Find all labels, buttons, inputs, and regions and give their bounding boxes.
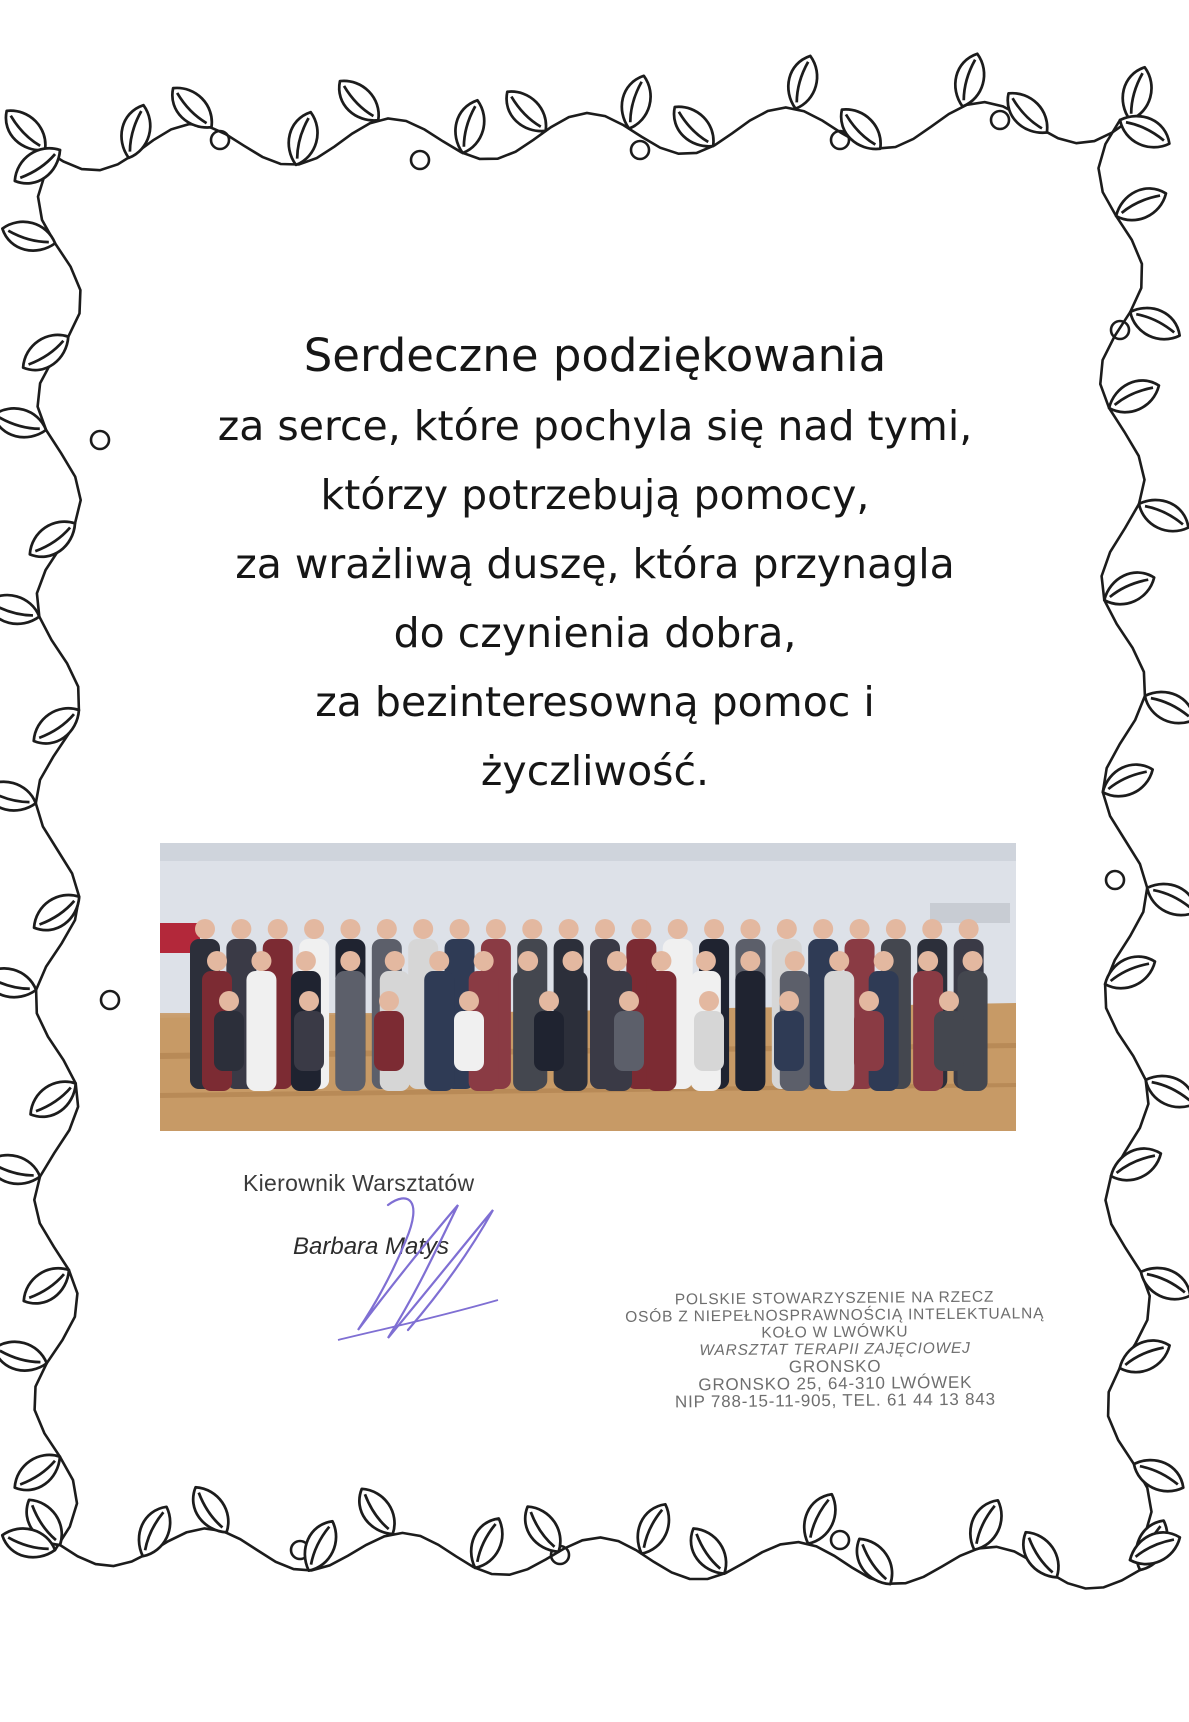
person-head xyxy=(518,951,538,971)
person-head xyxy=(699,991,719,1011)
person-head xyxy=(296,951,316,971)
person-head xyxy=(740,951,760,971)
letter-line: za wrażliwą duszę, która przynagla xyxy=(235,540,955,588)
person-head xyxy=(299,991,319,1011)
person-figure xyxy=(824,971,854,1091)
leaf-icon xyxy=(1135,1258,1189,1309)
person-head xyxy=(779,991,799,1011)
vine-curl xyxy=(91,431,109,449)
person-figure xyxy=(214,1011,244,1071)
person-figure xyxy=(735,971,765,1091)
person-head xyxy=(704,919,724,939)
person-head xyxy=(429,951,449,971)
person-head xyxy=(340,919,360,939)
stamp-line: POLSKIE STOWARZYSZENIE NA RZECZ xyxy=(674,1288,995,1309)
stamp-line: NIP 788-15-11-905, TEL. 61 44 13 843 xyxy=(674,1389,996,1412)
person-head xyxy=(777,919,797,939)
person-figure xyxy=(774,1011,804,1071)
person-figure xyxy=(694,1011,724,1071)
letter-title: Serdeczne podziękowania xyxy=(303,329,887,382)
person-figure xyxy=(534,1011,564,1071)
person-head xyxy=(559,919,579,939)
leaf-icon xyxy=(129,1501,180,1562)
person-head xyxy=(607,951,627,971)
person-head xyxy=(918,951,938,971)
letter-line: życzliwość. xyxy=(480,747,710,795)
person-head xyxy=(595,919,615,939)
person-figure xyxy=(854,1011,884,1071)
person-figure xyxy=(424,971,454,1091)
leaf-icon xyxy=(1097,758,1158,803)
stamp-line: GRONSKO xyxy=(788,1356,882,1377)
leaf-icon xyxy=(1142,874,1189,925)
person-head xyxy=(740,919,760,939)
letter-line: za bezinteresowną pomoc i xyxy=(315,678,875,726)
person-head xyxy=(195,919,215,939)
leaf-icon xyxy=(295,1515,346,1576)
person-figure xyxy=(614,1011,644,1071)
person-head xyxy=(377,919,397,939)
vine-curl xyxy=(831,1531,849,1549)
person-head xyxy=(668,919,688,939)
person-head xyxy=(813,919,833,939)
leaf-icon xyxy=(1114,1334,1175,1379)
stamp-line: OSÓB Z NIEPEŁNOSPRAWNOŚCIĄ INTELEKTUALNĄ xyxy=(625,1305,1045,1326)
person-head xyxy=(963,951,983,971)
person-figure xyxy=(646,971,676,1091)
person-head xyxy=(268,919,288,939)
person-head xyxy=(207,951,227,971)
person-head xyxy=(631,919,651,939)
person-head xyxy=(379,991,399,1011)
leaf-icon xyxy=(0,961,40,1006)
person-head xyxy=(886,919,906,939)
person-head xyxy=(486,919,506,939)
leaf-icon xyxy=(1105,1142,1166,1187)
signatory-title: Kierownik Warsztatów xyxy=(243,1170,475,1196)
stamp-line: KOŁO W LWÓWKU xyxy=(761,1323,909,1342)
person-head xyxy=(829,951,849,971)
organization-stamp xyxy=(614,1288,1055,1411)
person-head xyxy=(939,991,959,1011)
letter-line: którzy potrzebują pomocy, xyxy=(320,471,870,519)
person-figure xyxy=(246,971,276,1091)
leaf-icon xyxy=(0,214,59,259)
person-head xyxy=(459,991,479,1011)
signatory-name: Barbara Matys xyxy=(293,1233,450,1260)
leaf-icon xyxy=(0,401,50,446)
person-head xyxy=(850,919,870,939)
stamp-line: WARSZTAT TERAPII ZAJĘCIOWEJ xyxy=(699,1339,971,1360)
leaf-icon xyxy=(1114,106,1175,157)
thank-you-letter xyxy=(150,320,1040,806)
leaf-icon xyxy=(1099,950,1160,995)
person-figure xyxy=(934,1011,964,1071)
vine-curl xyxy=(211,131,229,149)
handwritten-signature xyxy=(318,1180,518,1350)
letter-line: do czynienia dobra, xyxy=(393,609,797,657)
leaf-icon xyxy=(665,97,721,157)
person-head xyxy=(251,951,271,971)
person-figure xyxy=(335,971,365,1091)
leaf-icon xyxy=(960,1494,1011,1555)
person-head xyxy=(874,951,894,971)
person-head xyxy=(474,951,494,971)
vine-curl xyxy=(1106,871,1124,889)
vine-curl xyxy=(411,151,429,169)
letter-line: za serce, które pochyla się nad tymi, xyxy=(217,402,973,450)
group-photo-illustration xyxy=(160,843,1016,1131)
group-photo xyxy=(160,843,1016,1131)
person-figure xyxy=(454,1011,484,1071)
person-head xyxy=(450,919,470,939)
person-figure xyxy=(374,1011,404,1071)
vine-curl xyxy=(101,991,119,1009)
leaf-icon xyxy=(281,108,326,169)
leaf-icon xyxy=(0,774,40,819)
person-head xyxy=(785,951,805,971)
leaf-icon xyxy=(1139,682,1189,733)
stamp-line: GRONSKO 25, 64-310 LWÓWEK xyxy=(698,1372,973,1395)
person-head xyxy=(385,951,405,971)
person-head xyxy=(563,951,583,971)
person-head xyxy=(859,991,879,1011)
person-head xyxy=(696,951,716,971)
leaf-icon xyxy=(1128,1450,1189,1501)
person-figure xyxy=(294,1011,324,1071)
leaf-icon xyxy=(113,101,158,162)
person-head xyxy=(219,991,239,1011)
person-head xyxy=(304,919,324,939)
person-head xyxy=(539,991,559,1011)
vine-curl xyxy=(991,111,1009,129)
person-head xyxy=(619,991,639,1011)
leaf-icon xyxy=(780,52,825,113)
vine-curl xyxy=(631,141,649,159)
person-head xyxy=(413,919,433,939)
person-head xyxy=(340,951,360,971)
leaf-icon xyxy=(833,100,889,160)
person-head xyxy=(231,919,251,939)
person-head xyxy=(922,919,942,939)
leaf-icon xyxy=(1124,1526,1185,1571)
person-head xyxy=(522,919,542,939)
person-head xyxy=(959,919,979,939)
leaf-icon xyxy=(498,82,554,142)
leaf-icon xyxy=(794,1488,845,1549)
person-head xyxy=(651,951,671,971)
